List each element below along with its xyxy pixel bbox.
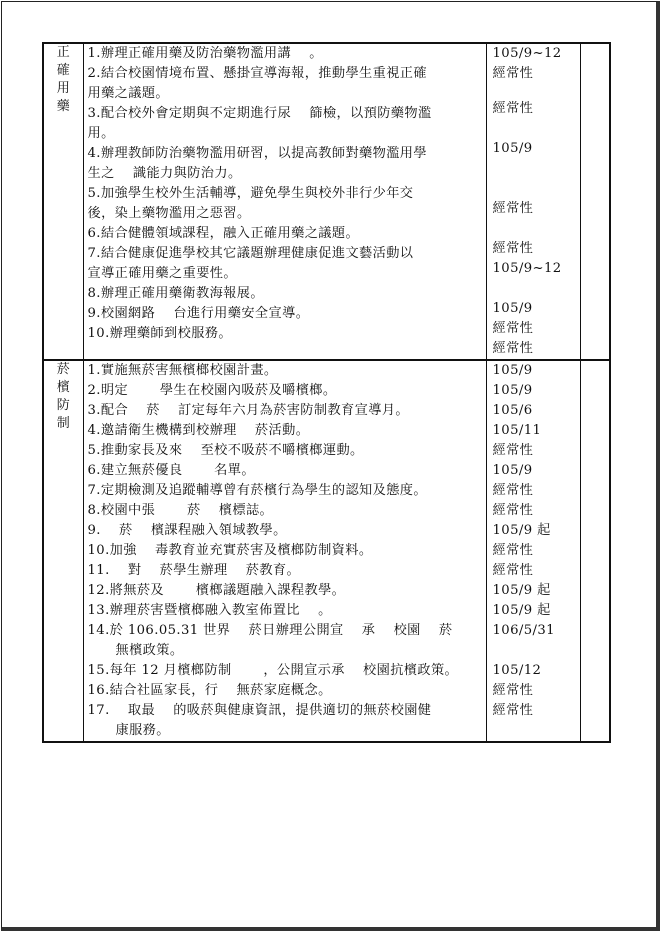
list-item: 1.辦理正確用藥及防治藥物濫用講 。 bbox=[87, 46, 323, 61]
note-cell bbox=[580, 43, 610, 360]
items-cell bbox=[83, 360, 486, 742]
list-item: 4.邀請衛生機構到校辦理 菸活動。 bbox=[87, 423, 310, 438]
date-value: 105/12 bbox=[492, 663, 542, 678]
list-item: 14.於 106.05.31 世界 菸日辦理公開宣 承 校園 菸 bbox=[87, 623, 453, 638]
list-item: 5.推動家長及來 至校不吸菸不嚼檳榔運動。 bbox=[87, 443, 364, 458]
date-value: 經常性 bbox=[492, 321, 534, 336]
date-cell bbox=[486, 360, 580, 742]
date-value: 經常性 bbox=[492, 101, 534, 116]
category-cell bbox=[43, 360, 83, 742]
list-item-cont: 後，染上藥物濫用之惡習。 bbox=[87, 206, 251, 221]
list-item: 7.結合健康促進學校其它議題辦理健康促進文藝活動以 bbox=[87, 246, 414, 261]
list-item: 3.配合校外會定期與不定期進行尿 篩檢，以預防藥物濫 bbox=[87, 106, 432, 121]
list-item: 6.建立無菸優良 名單。 bbox=[87, 463, 255, 478]
list-item-cont: 康服務。 bbox=[115, 723, 170, 738]
date-value: 105/9~12 bbox=[492, 261, 562, 276]
date-value: 經常性 bbox=[492, 483, 534, 498]
date-value: 105/9 bbox=[492, 301, 533, 316]
date-value: 經常性 bbox=[492, 503, 534, 518]
list-item: 9. 菸 檳課程融入領域教學。 bbox=[87, 523, 287, 538]
list-item: 3.配合 菸 訂定每年六月為菸害防制教育宣導月。 bbox=[87, 403, 409, 418]
list-item: 9.校園網路 台進行用藥安全宣導。 bbox=[87, 306, 310, 321]
list-item-cont: 宣導正確用藥之重要性。 bbox=[87, 266, 237, 281]
spacer bbox=[487, 179, 580, 199]
section-row bbox=[43, 360, 610, 742]
date-value: 經常性 bbox=[492, 66, 534, 81]
date-value: 105/9 起 bbox=[492, 603, 551, 618]
list-item: 15.每年 12 月檳榔防制 ，公開宣示承 校園抗檳政策。 bbox=[87, 663, 459, 678]
list-item: 11. 對 菸學生辦理 菸教育。 bbox=[87, 563, 301, 578]
list-item: 10.辦理藥師到校服務。 bbox=[87, 326, 232, 341]
date-value: 經常性 bbox=[492, 683, 534, 698]
date-value: 經常性 bbox=[492, 703, 534, 718]
date-value: 105/6 bbox=[492, 403, 533, 418]
date-value: 105/9 起 bbox=[492, 583, 551, 598]
list-item: 2.明定 學生在校園內吸菸及嚼檳榔。 bbox=[87, 383, 337, 398]
date-cell bbox=[486, 43, 580, 360]
list-item: 2.結合校園情境布置、懸掛宣導海報，推動學生重視正確 bbox=[87, 66, 427, 81]
date-value: 經常性 bbox=[492, 201, 534, 216]
date-value: 經常性 bbox=[492, 543, 534, 558]
plan-table bbox=[42, 42, 611, 743]
spacer bbox=[487, 119, 580, 139]
category-cell bbox=[43, 43, 83, 360]
date-value: 105/9 bbox=[492, 363, 533, 378]
list-item-cont: 用藥之議題。 bbox=[87, 86, 170, 101]
spacer bbox=[487, 84, 580, 99]
section-row bbox=[43, 43, 610, 360]
list-item: 13.辦理菸害暨檳榔融入教室佈置比 。 bbox=[87, 603, 332, 618]
list-item: 5.加強學生校外生活輔導，避免學生與校外非行少年交 bbox=[87, 186, 414, 201]
list-item: 4.辦理教師防治藥物濫用研習，以提高教師對藥物濫用學 bbox=[87, 146, 427, 161]
date-value: 105/9 起 bbox=[492, 523, 551, 538]
list-item: 1.實施無菸害無檳榔校園計畫。 bbox=[87, 363, 278, 378]
list-item-cont: 用。 bbox=[87, 126, 115, 141]
list-item: 8.校園中張 菸 檳標誌。 bbox=[87, 503, 274, 518]
list-item: 17. 取最 的吸菸與健康資訊，提供適切的無菸校園健 bbox=[87, 703, 432, 718]
list-item: 10.加強 毒教育並充實菸害及檳榔防制資料。 bbox=[87, 543, 373, 558]
list-item: 6.結合健體領域課程，融入正確用藥之議題。 bbox=[87, 226, 360, 241]
list-item-cont: 生之 識能力與防治力。 bbox=[87, 166, 242, 181]
spacer bbox=[487, 219, 580, 239]
date-value: 經常性 bbox=[492, 563, 534, 578]
spacer bbox=[487, 279, 580, 299]
list-item: 12.將無菸及 檳榔議題融入課程教學。 bbox=[87, 583, 346, 598]
date-value: 105/11 bbox=[492, 423, 542, 438]
list-item: 7.定期檢測及追蹤輔導曾有菸檳行為學生的認知及態度。 bbox=[87, 483, 427, 498]
category-label: 菸檳防制 bbox=[56, 362, 70, 431]
items-cell bbox=[83, 43, 486, 360]
date-value: 105/9~12 bbox=[492, 46, 562, 61]
list-item: 8.辦理正確用藥衛教海報展。 bbox=[87, 286, 264, 301]
list-item-cont: 無檳政策。 bbox=[115, 643, 184, 658]
date-value: 106/5/31 bbox=[492, 623, 555, 638]
date-value: 經常性 bbox=[492, 241, 534, 256]
category-label: 正確用藥 bbox=[56, 45, 70, 114]
date-value: 105/9 bbox=[492, 463, 533, 478]
spacer bbox=[487, 159, 580, 179]
date-value: 105/9 bbox=[492, 141, 533, 156]
list-item: 16.結合社區家長，行 無菸家庭概念。 bbox=[87, 683, 332, 698]
date-value: 105/9 bbox=[492, 383, 533, 398]
date-value: 經常性 bbox=[492, 341, 534, 356]
note-cell bbox=[580, 360, 610, 742]
date-value: 經常性 bbox=[492, 443, 534, 458]
spacer bbox=[487, 641, 580, 661]
